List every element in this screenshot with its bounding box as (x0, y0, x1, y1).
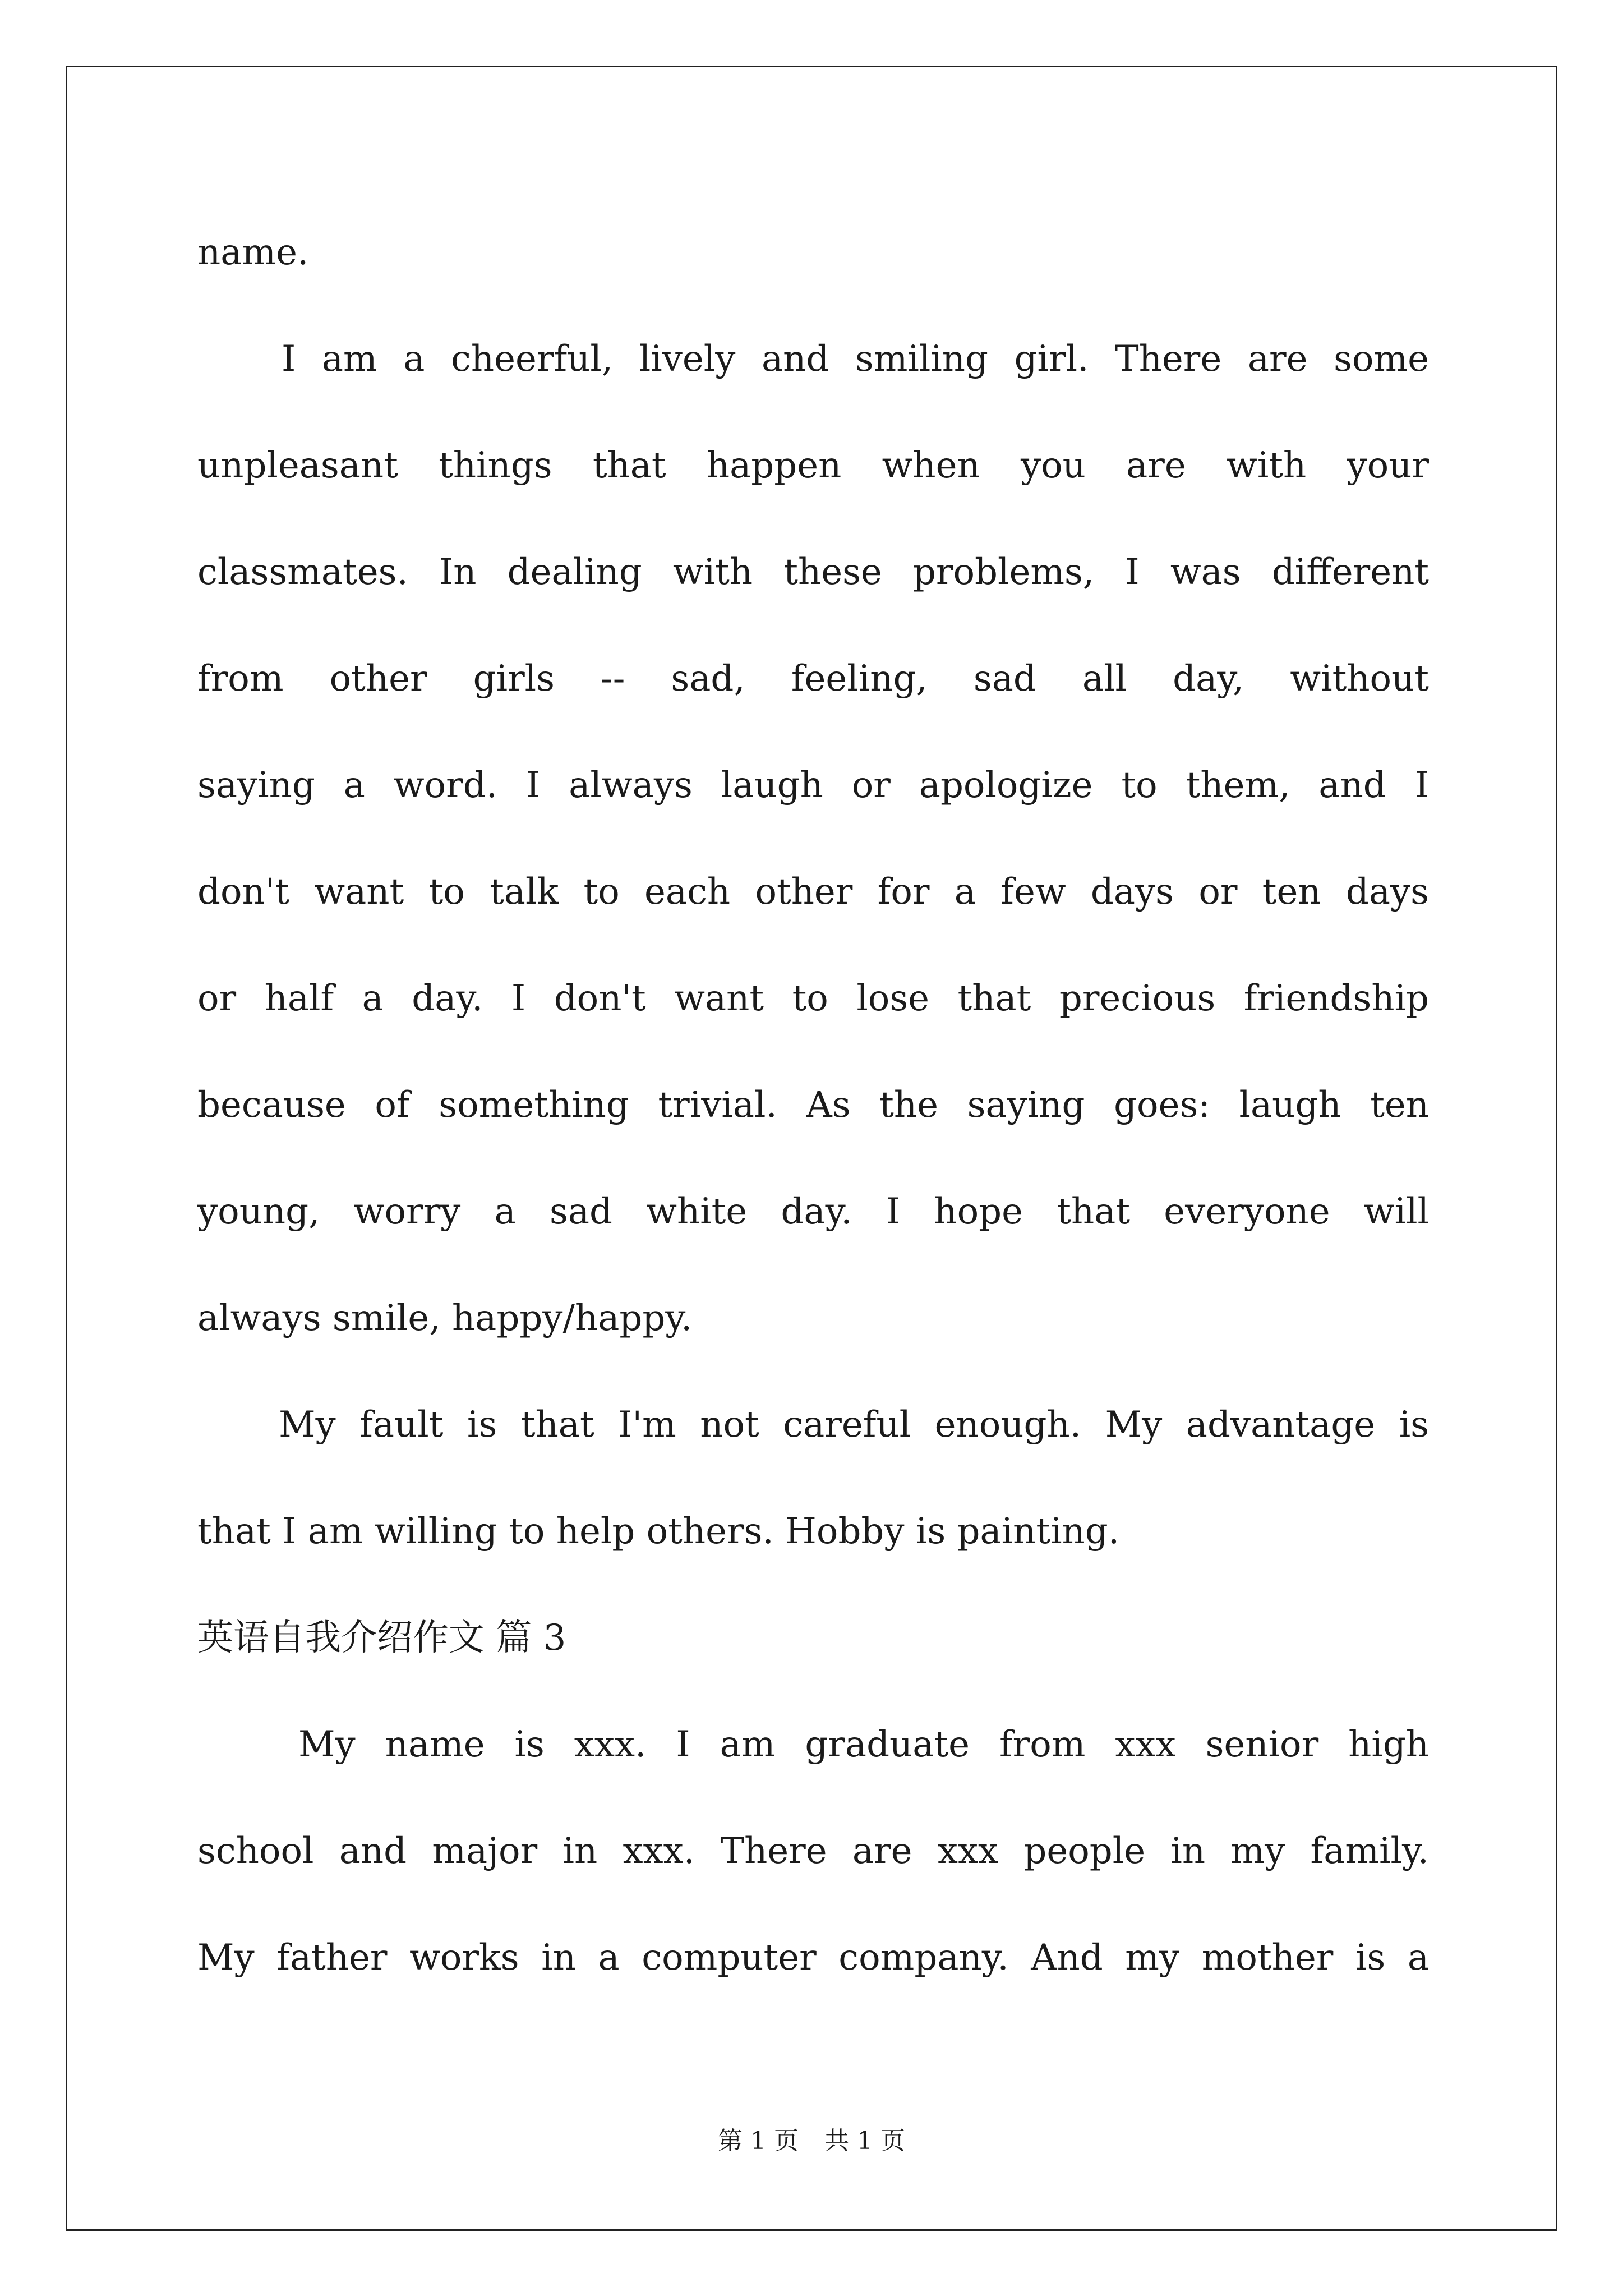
page-number: 第 1 页 (718, 2127, 799, 2155)
text-line: name. (197, 232, 309, 273)
text-line: classmates. In dealing with these problems, I was different (197, 551, 1429, 593)
text-line: or half a day. I don't want to lose that precious friendship (197, 978, 1429, 1019)
page-footer (0, 2120, 1623, 2156)
text-line: from other girls -- sad, feeling, sad all day, without (197, 658, 1429, 700)
section-heading: 英语自我介绍作文 篇 3 (197, 1617, 566, 1659)
text-line: that I am willing to help others. Hobby is painting. (197, 1511, 1120, 1552)
text-line: My father works in a computer company. And my mother is a (197, 1937, 1429, 1978)
text-line: My name is xxx. I am graduate from xxx senior high (298, 1724, 1429, 1765)
text-line: saying a word. I always laugh or apologize to them, and I (197, 765, 1429, 806)
text-line: school and major in xxx. There are xxx people in my family. (197, 1830, 1429, 1872)
page-total: 共 1 页 (824, 2127, 905, 2155)
text-line: young, worry a sad white day. I hope that everyone will (197, 1191, 1429, 1232)
text-line: I am a cheerful, lively and smiling girl. There are some (282, 338, 1429, 380)
text-line: unpleasant things that happen when you are with your (197, 445, 1429, 486)
document-body (197, 199, 1429, 2011)
text-line: don't want to talk to each other for a few days or ten days (197, 871, 1429, 913)
text-line: because of something trivial. As the saying goes: laugh ten (197, 1084, 1429, 1126)
text-line: My fault is that I'm not careful enough. My advantage is (279, 1404, 1429, 1446)
text-line: always smile, happy/happy. (197, 1297, 693, 1339)
